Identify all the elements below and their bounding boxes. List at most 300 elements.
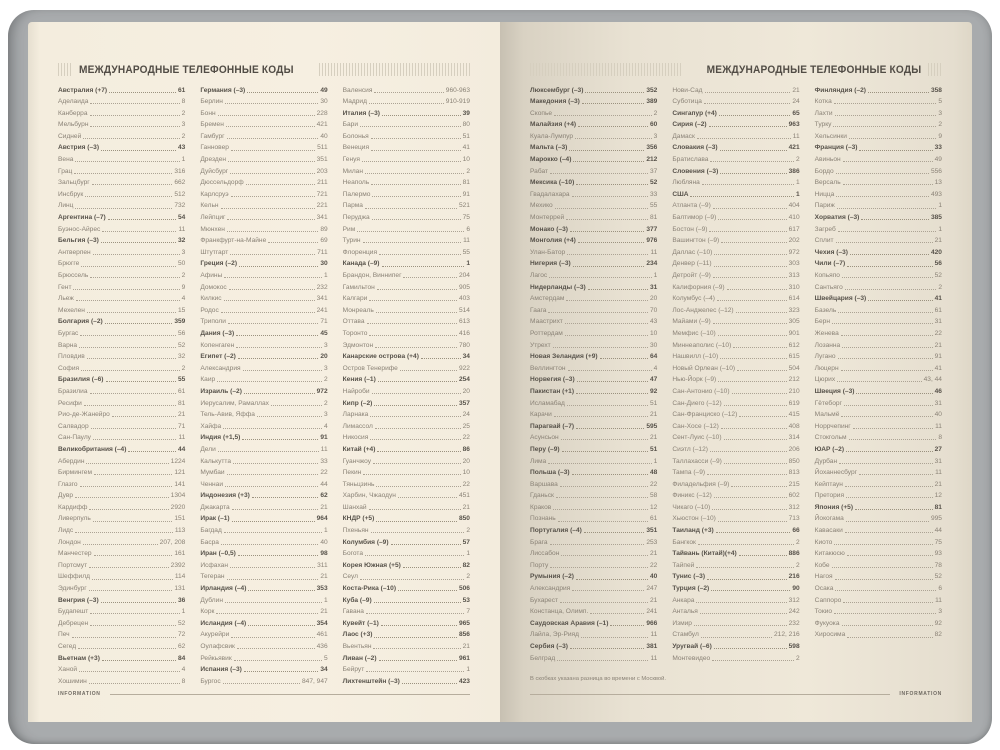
entry-code: 203	[316, 167, 328, 175]
entry-code: 81	[177, 399, 186, 407]
entry-name: Афины	[200, 272, 223, 279]
entry-name: Перу (–9)	[530, 445, 560, 453]
entry-code: 86	[462, 445, 470, 453]
code-entry	[58, 154, 185, 166]
code-entry	[343, 583, 470, 595]
code-entry	[530, 374, 657, 386]
entry-code: 39	[462, 109, 470, 117]
dot-leader	[382, 115, 461, 116]
entry-name: Лидс	[58, 527, 74, 535]
code-entry	[200, 432, 327, 444]
code-entry	[672, 327, 799, 339]
dot-leader	[402, 683, 457, 684]
entry-code: 960-963	[445, 86, 470, 94]
dot-leader	[87, 358, 176, 359]
code-entry	[58, 478, 185, 490]
codes-column	[343, 84, 470, 687]
dot-leader	[731, 486, 786, 487]
code-entry	[530, 420, 657, 432]
code-entry	[343, 548, 470, 560]
entry-name: Брага	[530, 538, 548, 546]
entry-name: Ганновер	[200, 144, 229, 152]
dot-leader	[711, 590, 790, 591]
entry-code: 21	[320, 503, 328, 511]
code-entry	[672, 559, 799, 571]
entry-code: 8	[938, 434, 942, 442]
dot-leader	[369, 335, 457, 336]
code-entry	[58, 316, 185, 328]
entry-code: 415	[788, 411, 800, 419]
entry-code: 81	[934, 503, 942, 511]
dot-leader	[378, 381, 457, 382]
entry-name: Румыния (–2)	[530, 573, 574, 581]
entry-name: Инсбрук	[58, 190, 84, 198]
dot-leader	[714, 648, 787, 649]
dot-leader	[369, 103, 444, 104]
entry-name: Бельгия (–3)	[58, 237, 99, 245]
entry-code: 377	[646, 225, 658, 233]
code-entry	[672, 385, 799, 397]
entry-name: Китакюсю	[814, 550, 845, 558]
entry-code: 5	[323, 654, 328, 662]
entry-code: 47	[649, 376, 658, 384]
code-entry	[672, 652, 799, 664]
entry-name: Кейптаун	[814, 480, 843, 488]
entry-code: 4	[181, 295, 186, 303]
dot-leader	[112, 416, 176, 417]
dot-leader	[227, 579, 319, 580]
entry-code: 961	[458, 654, 470, 662]
code-entry	[815, 455, 942, 467]
footer-rule	[110, 694, 470, 695]
dot-leader	[841, 335, 933, 336]
code-entry	[58, 84, 185, 96]
dot-leader	[714, 254, 786, 255]
dot-leader	[550, 544, 645, 545]
code-entry	[530, 351, 657, 363]
entry-name: Килкис	[200, 295, 222, 303]
entry-name: Кельн	[200, 202, 219, 210]
planner-cover	[8, 10, 992, 744]
dot-leader	[694, 625, 787, 626]
entry-code: 81	[462, 179, 470, 187]
dot-leader	[92, 579, 173, 580]
code-entry	[200, 536, 327, 548]
entry-code: 12	[934, 492, 942, 500]
dot-leader	[73, 289, 179, 290]
entry-code: 351	[316, 156, 328, 164]
code-entry	[815, 107, 942, 119]
dot-leader	[244, 671, 318, 672]
code-entry	[672, 606, 799, 618]
entry-code: 11	[650, 654, 658, 662]
entry-code: 37	[649, 167, 658, 175]
entry-name: Абердин	[58, 457, 85, 465]
entry-code: 91	[934, 353, 942, 361]
dot-leader	[843, 602, 933, 603]
entry-name: Дебрецен	[58, 619, 89, 627]
dot-leader	[712, 660, 794, 661]
dot-leader	[561, 439, 648, 440]
code-entry	[343, 409, 470, 421]
entry-name: Александрия	[530, 585, 571, 593]
dot-leader	[573, 161, 644, 162]
code-entry	[530, 316, 657, 328]
dot-leader	[90, 625, 176, 626]
entry-code: 141	[174, 480, 186, 488]
entry-code: 45	[320, 329, 328, 337]
entry-name: Йокогама	[814, 515, 844, 523]
code-entry	[200, 675, 327, 687]
entry-name: Антверпен	[58, 248, 91, 256]
entry-code: 30	[320, 98, 328, 106]
entry-code: 10	[462, 469, 470, 477]
dot-leader	[237, 648, 315, 649]
entry-code: 91	[462, 190, 470, 198]
entry-name: Новая Зеландия (+9)	[530, 353, 598, 361]
entry-name: Израиль (–2)	[200, 387, 242, 395]
dot-leader	[370, 416, 460, 417]
entry-name: Турция (–2)	[672, 585, 710, 593]
entry-name: Милан	[342, 167, 363, 175]
dot-leader	[572, 590, 644, 591]
stripe-ornament	[58, 63, 72, 76]
entry-name: Колумбус (–4)	[672, 295, 715, 303]
code-entry	[343, 501, 470, 513]
entry-name: Стокгольм	[814, 434, 847, 442]
entry-code: 64	[649, 353, 658, 361]
entry-code: 254	[458, 376, 470, 384]
entry-code: 813	[788, 469, 800, 477]
entry-name: КНДР (+5)	[342, 515, 375, 523]
dot-leader	[832, 567, 933, 568]
entry-code: 49	[320, 86, 328, 94]
entry-code: 52	[649, 179, 658, 187]
dot-leader	[218, 115, 315, 116]
code-entry	[58, 490, 185, 502]
entry-name: Миннеаполис (–10)	[672, 341, 732, 349]
entry-name: Рейкьявик	[200, 654, 232, 662]
entry-code: 389	[646, 98, 658, 106]
entry-code: 27	[934, 445, 942, 453]
code-entry	[343, 223, 470, 235]
code-entry	[343, 455, 470, 467]
entry-code: 50	[177, 260, 186, 268]
entry-name: Даллас (–10)	[672, 248, 713, 256]
dot-leader	[370, 439, 460, 440]
left-page	[28, 22, 500, 722]
entry-name: Детройт (–9)	[672, 272, 711, 279]
dot-leader	[360, 126, 461, 127]
entry-code: 963	[788, 121, 800, 129]
entry-code: 52	[934, 573, 942, 581]
entry-code: 21	[649, 434, 658, 442]
dot-leader	[242, 439, 318, 440]
dot-leader	[382, 266, 465, 267]
dot-leader	[243, 370, 322, 371]
dot-leader	[233, 463, 318, 464]
entry-code: 1	[795, 190, 800, 198]
entry-name: Ирак (–1)	[200, 515, 230, 523]
dot-leader	[379, 254, 461, 255]
code-entry	[58, 629, 185, 641]
dot-leader	[86, 463, 168, 464]
entry-name: Исламабад	[530, 399, 565, 407]
code-entry	[343, 200, 470, 212]
entry-code: 21	[462, 503, 470, 511]
entry-code: 22	[320, 469, 328, 477]
entry-code: 2	[181, 109, 186, 117]
entry-code: 3	[653, 132, 658, 140]
entry-code: 1	[466, 666, 470, 674]
entry-code: 48	[649, 469, 658, 477]
code-entry	[672, 235, 799, 247]
entry-code: 24	[792, 98, 800, 106]
code-entry	[200, 235, 327, 247]
entry-code: 34	[320, 666, 328, 674]
code-entry	[200, 664, 327, 676]
entry-name: Монтеррей	[530, 214, 565, 222]
entry-code: 521	[458, 202, 470, 210]
dot-leader	[227, 138, 319, 139]
dot-leader	[363, 474, 460, 475]
code-entry	[343, 327, 470, 339]
dot-leader	[236, 347, 322, 348]
entry-name: Лихтенштейн (–3)	[342, 677, 400, 685]
code-entry	[672, 165, 799, 177]
code-entry	[200, 339, 327, 351]
entry-code: 311	[317, 561, 328, 569]
code-entry	[200, 501, 327, 513]
code-entry	[530, 536, 657, 548]
entry-name: Турин	[342, 237, 361, 245]
dot-leader	[554, 416, 648, 417]
entry-code: 206	[788, 445, 800, 453]
entry-name: Болонья	[342, 132, 369, 140]
entry-name: Генуя	[342, 156, 360, 164]
entry-name: Германия (–3)	[200, 86, 246, 94]
entry-name: Лозанна	[814, 341, 841, 349]
left-page-header	[58, 62, 470, 77]
code-entry	[815, 281, 942, 293]
dot-leader	[859, 150, 932, 151]
dot-leader	[868, 92, 929, 93]
entry-name: Хиросима	[814, 631, 846, 639]
entry-name: Мехелен	[58, 306, 85, 314]
code-entry	[200, 142, 327, 154]
dot-leader	[558, 521, 648, 522]
code-entry	[815, 177, 942, 189]
entry-name: Портсмут	[58, 561, 88, 569]
entry-name: Куба (–9)	[342, 596, 372, 604]
code-entry	[672, 154, 799, 166]
code-entry	[815, 212, 942, 224]
dot-leader	[105, 323, 173, 324]
page-title: МЕЖДУНАРОДНЫЕ ТЕЛЕФОННЫЕ КОДЫ	[79, 63, 294, 76]
code-entry	[343, 490, 470, 502]
code-entry	[815, 559, 942, 571]
entry-code: 52	[177, 619, 186, 627]
entry-code: 2	[466, 573, 470, 581]
code-entry	[672, 316, 799, 328]
entry-name: Гамильтон	[342, 283, 375, 291]
entry-code: 2	[938, 121, 942, 129]
code-entry	[672, 513, 799, 525]
dot-leader	[102, 231, 176, 232]
code-entry	[200, 606, 327, 618]
entry-name: Карачи	[530, 411, 552, 419]
entry-code: 11	[792, 132, 800, 140]
entry-name: Сингапур (+4)	[672, 109, 717, 117]
code-entry	[343, 559, 470, 571]
code-entry	[200, 583, 327, 595]
entry-name: Сидней	[58, 132, 82, 140]
entry-name: Хайфа	[200, 422, 222, 430]
entry-name: Краков	[530, 503, 552, 511]
dot-leader	[239, 266, 318, 267]
entry-name: Оттава	[342, 318, 365, 326]
entry-name: Лима	[530, 457, 547, 465]
entry-code: 20	[649, 295, 658, 303]
dot-leader	[75, 497, 169, 498]
code-entry	[815, 339, 942, 351]
entry-code: 82	[462, 561, 470, 569]
entry-code: 1	[323, 527, 328, 535]
code-entry	[343, 513, 470, 525]
code-entry	[58, 351, 185, 363]
dot-leader	[839, 463, 933, 464]
code-entry	[815, 571, 942, 583]
dot-leader	[236, 335, 318, 336]
entry-code: 24	[462, 411, 470, 419]
entry-name: Лимассол	[342, 422, 373, 430]
entry-name: Калькутта	[200, 457, 232, 465]
entry-name: Дели	[200, 445, 216, 453]
dot-leader	[227, 231, 318, 232]
code-entry	[343, 641, 470, 653]
entry-code: 113	[174, 527, 186, 535]
code-entry	[815, 583, 942, 595]
dot-leader	[557, 660, 648, 661]
code-entry	[58, 675, 185, 687]
entry-name: Багдад	[200, 527, 222, 535]
entry-name: Индонезия (+3)	[200, 492, 250, 500]
entry-name: Куала-Лумпур	[530, 132, 574, 140]
entry-code: 358	[930, 86, 942, 94]
code-entry	[672, 107, 799, 119]
dot-leader	[365, 208, 457, 209]
code-entry	[58, 374, 185, 386]
entry-name: Харбин, Чжаодун	[342, 492, 396, 500]
entry-code: 1	[323, 596, 328, 604]
entry-code: 6	[466, 225, 470, 233]
entry-code: 856	[458, 631, 470, 639]
entry-code: 55	[462, 248, 470, 256]
entry-name: Хельсинки	[814, 132, 847, 140]
code-entry	[58, 130, 185, 142]
code-entry	[200, 212, 327, 224]
dot-leader	[367, 323, 457, 324]
dot-leader	[381, 625, 457, 626]
code-entry	[343, 351, 470, 363]
dot-leader	[737, 370, 787, 371]
entry-code: 995	[930, 515, 942, 523]
dot-leader	[610, 625, 644, 626]
code-entry	[200, 223, 327, 235]
stripe-ornament	[530, 63, 681, 76]
code-entry	[58, 664, 185, 676]
code-entry	[672, 409, 799, 421]
entry-code: 71	[177, 422, 186, 430]
entry-code: 8	[181, 98, 186, 106]
dot-leader	[371, 532, 465, 533]
code-entry	[530, 107, 657, 119]
code-entry	[200, 525, 327, 537]
entry-name: Нови-Сад	[672, 86, 703, 94]
code-entry	[343, 235, 470, 247]
dot-leader	[834, 544, 932, 545]
dot-leader	[78, 648, 176, 649]
code-entry	[58, 385, 185, 397]
code-entry	[530, 84, 657, 96]
code-entry	[58, 548, 185, 560]
code-entry	[58, 641, 185, 653]
entry-code: 359	[174, 318, 186, 326]
entry-code: 3	[938, 109, 942, 117]
entry-name: Ченнаи	[200, 480, 224, 488]
right-page-footer	[530, 690, 942, 698]
code-entry	[58, 96, 185, 108]
entry-name: Египет (–2)	[200, 353, 236, 361]
dot-leader	[562, 451, 648, 452]
entry-name: Уругвай (–6)	[672, 643, 712, 650]
code-entry	[58, 467, 185, 479]
entry-code: 303	[788, 260, 800, 268]
dot-leader	[231, 196, 315, 197]
entry-name: Корея Южная (+5)	[342, 561, 401, 569]
dot-leader	[377, 289, 457, 290]
code-entry	[58, 397, 185, 409]
dot-leader	[101, 602, 176, 603]
entry-code: 2	[938, 283, 942, 291]
entry-code: 44	[177, 445, 186, 453]
code-entry	[672, 339, 799, 351]
entry-name: Чехия (–3)	[814, 248, 848, 256]
entry-code: 84	[177, 654, 186, 662]
code-entry	[343, 652, 470, 664]
entry-code: 847, 947	[301, 677, 328, 685]
entry-code: 25	[462, 422, 470, 430]
entry-name: Кения (–1)	[342, 376, 376, 384]
entry-name: Австралия (+7)	[58, 86, 108, 94]
entry-code: 420	[930, 248, 942, 256]
entry-code: 11	[650, 248, 658, 256]
entry-name: Мехико	[530, 202, 553, 210]
code-entry	[815, 594, 942, 606]
entry-name: Любляна	[672, 179, 700, 187]
code-entry	[815, 536, 942, 548]
code-entry	[58, 652, 185, 664]
entry-name: Бургас	[58, 329, 79, 337]
dot-leader	[244, 393, 315, 394]
entry-name: Саппоро	[814, 596, 842, 604]
dot-leader	[572, 196, 648, 197]
code-entry	[672, 432, 799, 444]
entry-code: 92	[934, 619, 942, 627]
dot-leader	[227, 474, 319, 475]
code-entry	[530, 641, 657, 653]
entry-code: 732	[174, 202, 186, 210]
